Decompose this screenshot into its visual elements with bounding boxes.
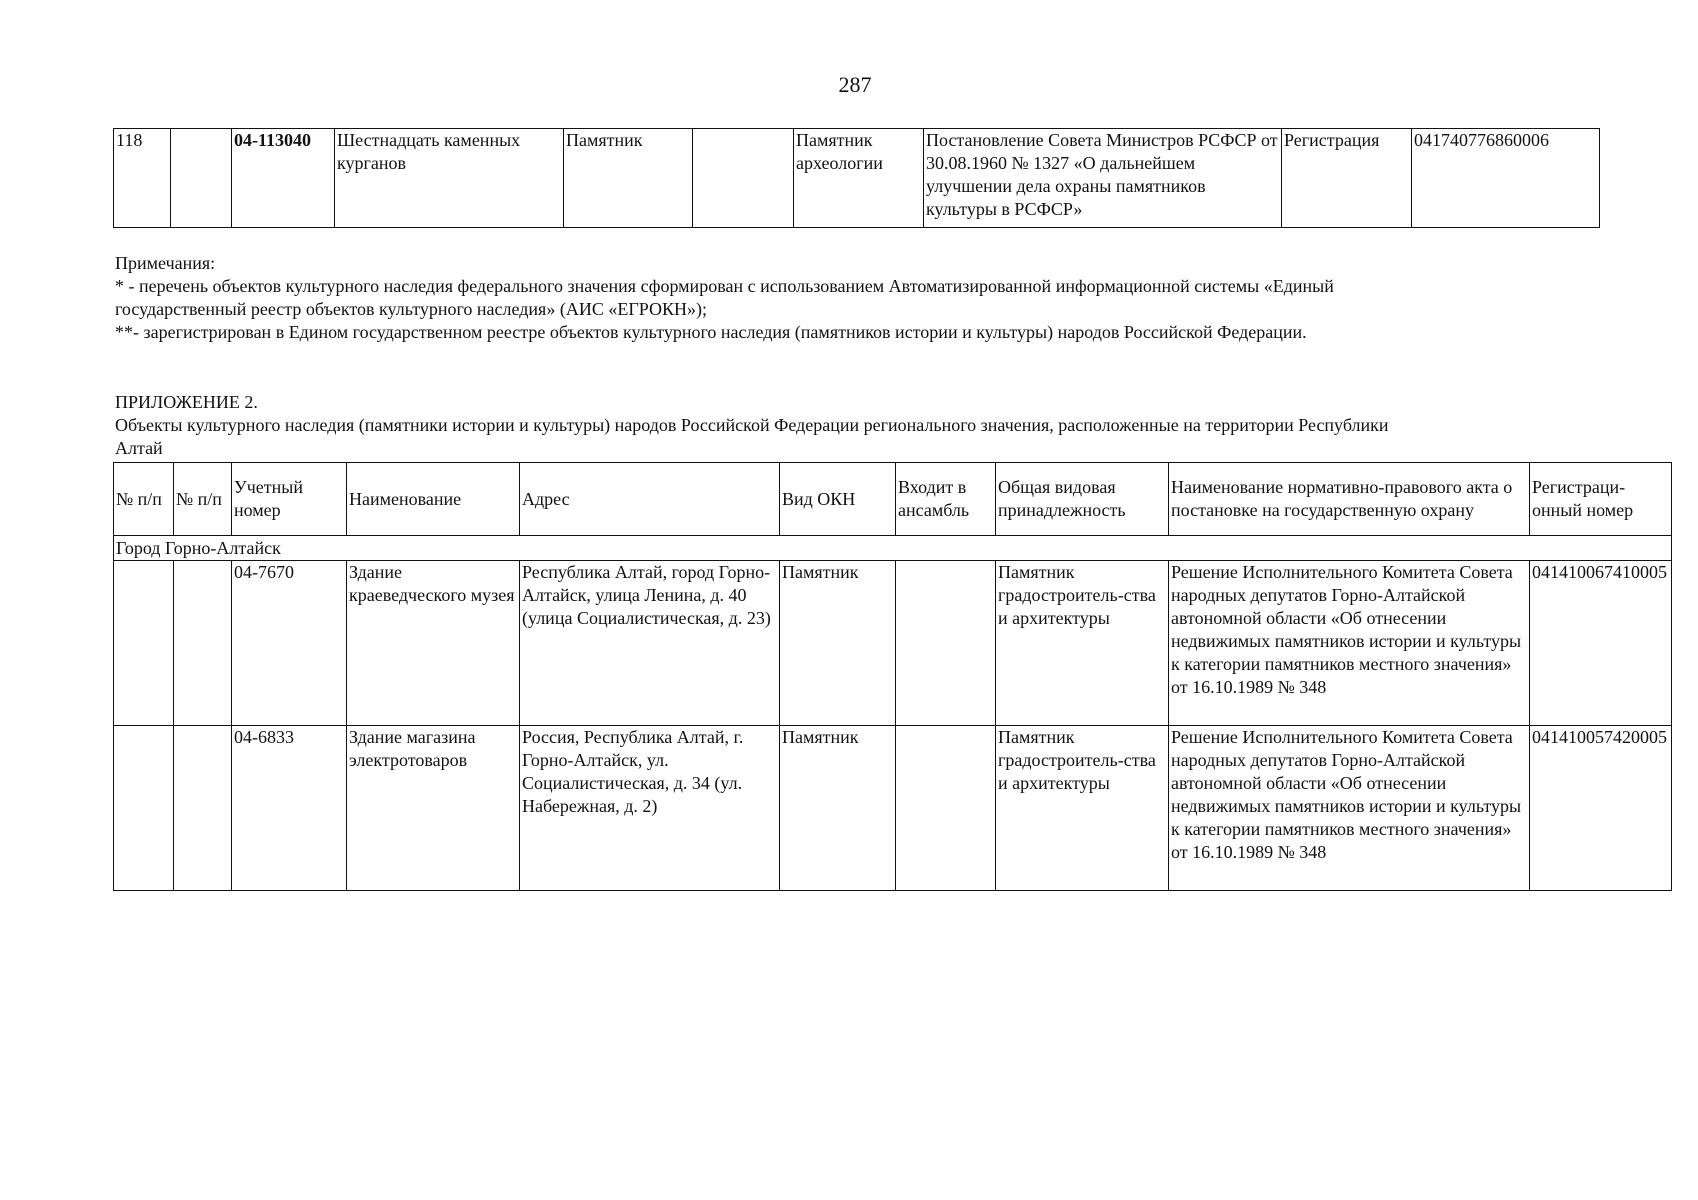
registry-code-cell: 04-6833 — [232, 726, 347, 891]
group-row — [114, 536, 1672, 561]
group-label: Город Горно-Алтайск — [114, 536, 1672, 561]
appendix-heading — [115, 391, 1615, 460]
object-type-cell: Памятник — [780, 726, 896, 891]
notes-heading: Примечания: — [115, 253, 216, 273]
category-cell: Памятник градостроитель-ства и архитектуры — [996, 561, 1169, 726]
header-name: Наименование — [347, 463, 520, 536]
table-header-row — [114, 463, 1672, 536]
object-type-cell: Памятник — [780, 561, 896, 726]
header-category: Общая видовая принадлежность — [996, 463, 1169, 536]
registry-code-cell: 04-7670 — [232, 561, 347, 726]
notes-section — [115, 252, 1615, 344]
address-cell: Россия, Республика Алтай, г. Горно-Алтайск, ул. Социалистическая, д. 34 (ул. Набережная, д. 2) — [520, 726, 780, 891]
category-cell: Памятник градостроитель-ства и архитектуры — [996, 726, 1169, 891]
status-cell: Регистрация — [1282, 129, 1412, 228]
registration-number-cell: 041410067410005 — [1530, 561, 1672, 726]
note-line: **- зарегистрирован в Едином государственном реестре объектов культурного наследия (памятников истории и культуры) народов Российской Федерации. — [115, 322, 1307, 342]
address-cell: Республика Алтай, город Горно-Алтайск, улица Ленина, д. 40 (улица Социалистическая, д. 23) — [520, 561, 780, 726]
appendix-subtitle: Объекты культурного наследия (памятники истории и культуры) народов Российской Федерации регионального значения, расположенные на территории Республики — [115, 415, 1389, 435]
registration-number-cell: 041410057420005 — [1530, 726, 1672, 891]
header-subnumber: № п/п — [174, 463, 232, 536]
ensemble-cell — [896, 726, 996, 891]
registration-number-cell: 041740776860006 — [1412, 129, 1600, 228]
legal-act-cell: Решение Исполнительного Комитета Совета народных депутатов Горно-Алтайской автономной области «Об отнесении недвижимых памятников истории и культуры к категории памятников местного значения» от 16.10.1989 № 348 — [1169, 561, 1530, 726]
object-name-cell: Здание краеведческого музея — [347, 561, 520, 726]
appendix-subtitle: Алтай — [115, 438, 163, 458]
table-row — [114, 726, 1672, 891]
row-subnumber-cell — [174, 726, 232, 891]
page-number: 287 — [838, 72, 872, 97]
legal-act-cell: Постановление Совета Министров РСФСР от 30.08.1960 № 1327 «О дальнейшем улучшении дела охраны памятников культуры в РСФСР» — [924, 129, 1282, 228]
table-row — [114, 561, 1672, 726]
row-subnumber-cell — [174, 561, 232, 726]
header-registry-code: Учетный номер — [232, 463, 347, 536]
table-row — [114, 129, 1600, 228]
row-subnumber-cell — [171, 129, 232, 228]
row-number-cell — [114, 726, 174, 891]
object-type-cell: Памятник — [564, 129, 693, 228]
header-number: № п/п — [114, 463, 174, 536]
federal-objects-table-continuation — [113, 128, 1600, 228]
regional-objects-table — [113, 462, 1672, 891]
ensemble-cell — [693, 129, 794, 228]
header-address: Адрес — [520, 463, 780, 536]
header-registration-number: Регистраци-онный номер — [1530, 463, 1672, 536]
object-name-cell: Здание магазина электротоваров — [347, 726, 520, 891]
row-number-cell: 118 — [114, 129, 171, 228]
ensemble-cell — [896, 561, 996, 726]
header-ensemble: Входит в ансамбль — [896, 463, 996, 536]
note-line: государственный реестр объектов культурного наследия» (АИС «ЕГРОКН»); — [115, 299, 707, 319]
header-legal-act: Наименование нормативно-правового акта о постановке на государственную охрану — [1169, 463, 1530, 536]
registry-code-cell: 04-113040 — [232, 129, 335, 228]
category-cell: Памятник археологии — [794, 129, 924, 228]
note-line: * - перечень объектов культурного наследия федерального значения сформирован с использованием Автоматизированной информационной системы «Единый — [115, 276, 1334, 296]
header-type: Вид ОКН — [780, 463, 896, 536]
legal-act-cell: Решение Исполнительного Комитета Совета народных депутатов Горно-Алтайской автономной области «Об отнесении недвижимых памятников истории и культуры к категории памятников местного значения» от 16.10.1989 № 348 — [1169, 726, 1530, 891]
row-number-cell — [114, 561, 174, 726]
appendix-title: ПРИЛОЖЕНИЕ 2. — [115, 392, 258, 412]
object-name-cell: Шестнадцать каменных курганов — [335, 129, 564, 228]
